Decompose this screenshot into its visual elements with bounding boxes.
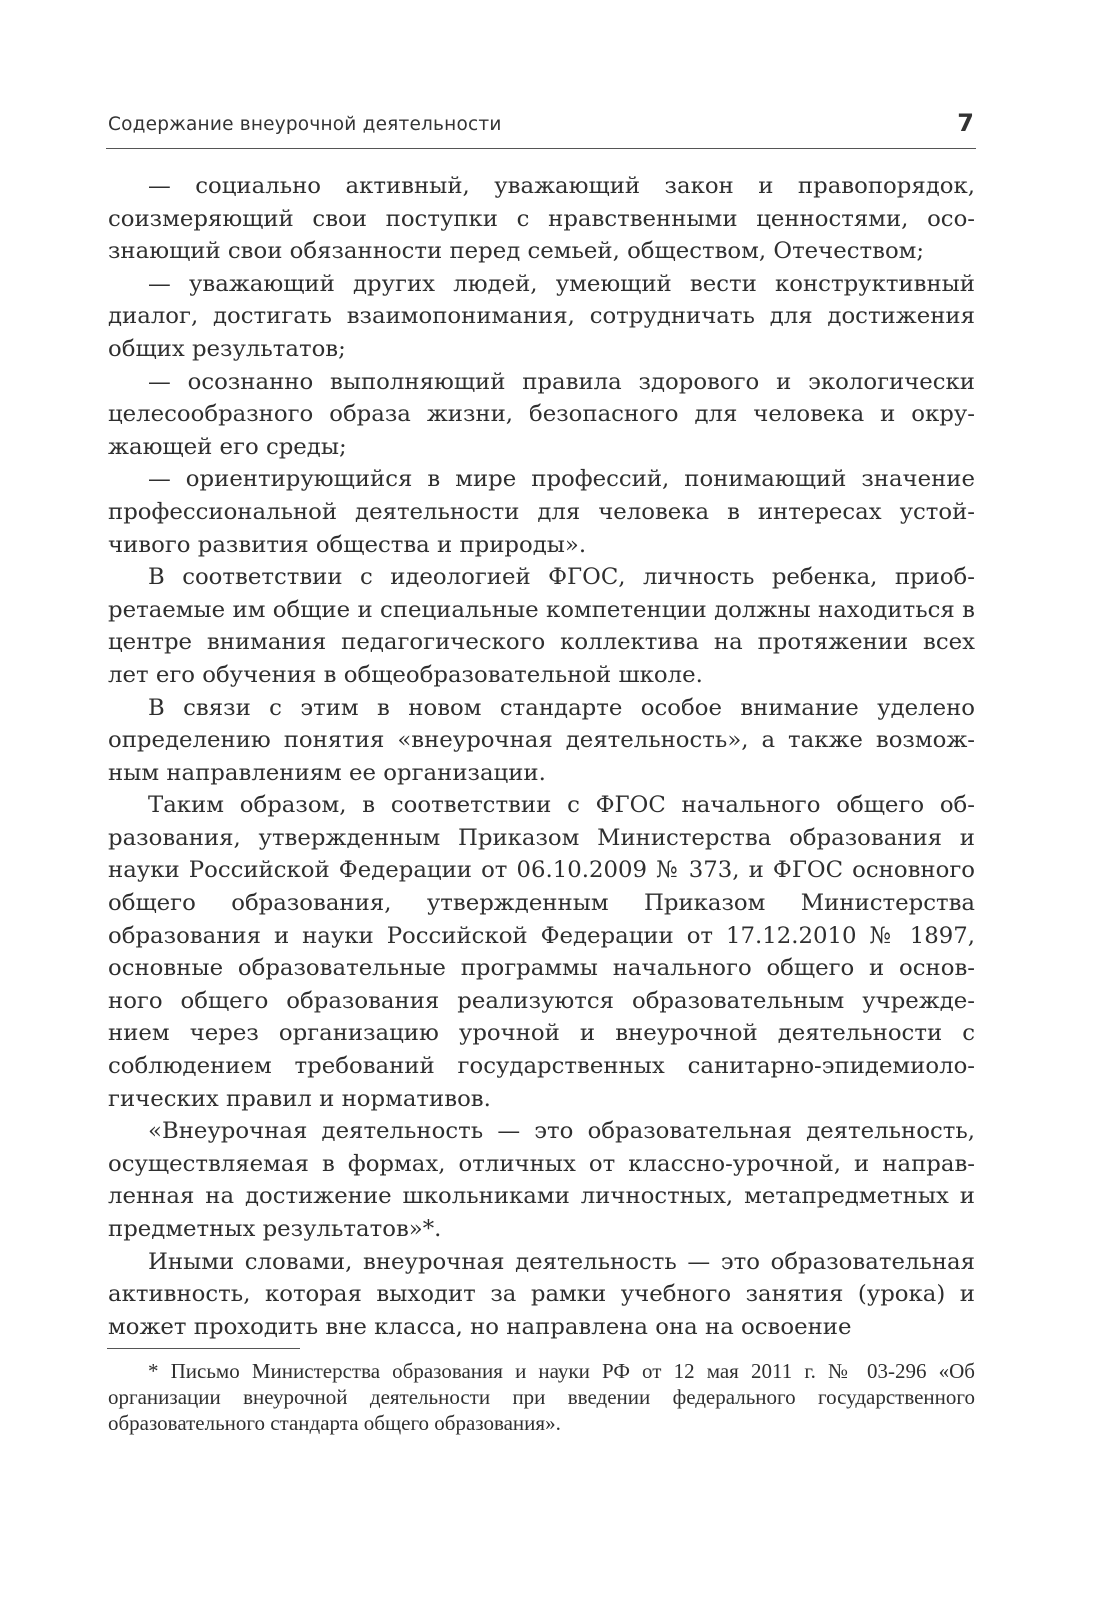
paragraph: В связи с этим в новом стандарте особое внимание уделено определению понятия «внеурочная деятельность», а также возможным направлениям ее организации.	[108, 694, 975, 786]
footnote-divider	[107, 1348, 300, 1349]
footnote	[108, 1358, 975, 1436]
paragraph: — ориентирующийся в мире профессий, понимающий значение профессиональной деятельности для человека в интересах устойчивого развития общества и природы».	[108, 466, 975, 558]
running-title: Содержание внеурочной деятельности	[108, 114, 502, 135]
page-number: 7	[957, 109, 974, 137]
running-header	[106, 109, 976, 149]
paragraph: Таким образом, в соответствии с ФГОС начального общего образования, утвержденным Приказом Министерства образования и науки Российской Федерации от 06.10.2009 № 373, и ФГОС основного общего образования, утвержденным Приказом Министерства образования и науки Российской Федерации от 17.12.2010 № 1897, основные образовательные программы начального общего и основного общего образования реализуются образовательным учреждением через организацию урочной и внеурочной деятельности с соблюдением требований государственных санитарно-эпидемиологических правил и нормативов.	[108, 792, 975, 1112]
footnote-text: * Письмо Министерства образования и науки РФ от 12 мая 2011 г. № 03-296 «Об организации внеурочной деятельности при введении федерального государственного образовательного стандарта общего образования».	[108, 1359, 975, 1435]
paragraph: — уважающий других людей, умеющий вести конструктивный диалог, достигать взаимопонимания, сотрудничать для достижения общих результатов;	[108, 270, 975, 362]
paragraph: «Внеурочная деятельность — это образовательная деятельность, осуществляемая в формах, отличных от классно-урочной, и направленная на достижение школьниками личностных, метапредметных и предметных результатов»*.	[108, 1118, 975, 1242]
paragraph: — осознанно выполняющий правила здорового и экологически целесообразного образа жизни, безопасного для человека и окружающей его среды;	[108, 368, 975, 460]
paragraph: Иными словами, внеурочная деятельность — это образовательная активность, которая выходит за рамки учебного занятия (урока) и может проходить вне класса, но направлена она на освоение	[108, 1248, 975, 1340]
paragraph: — социально активный, уважающий закон и правопорядок, соизмеряющий свои поступки с нравственными ценностями, осознающий свои обязанности перед семьей, обществом, Отечеством;	[108, 173, 975, 265]
paragraph: В соответствии с идеологией ФГОС, личность ребенка, приобретаемые им общие и специальные компетенции должны находиться в центре внимания педагогического коллектива на протяжении всех лет его обучения в общеобразовательной школе.	[108, 564, 975, 688]
main-text	[108, 170, 975, 1343]
